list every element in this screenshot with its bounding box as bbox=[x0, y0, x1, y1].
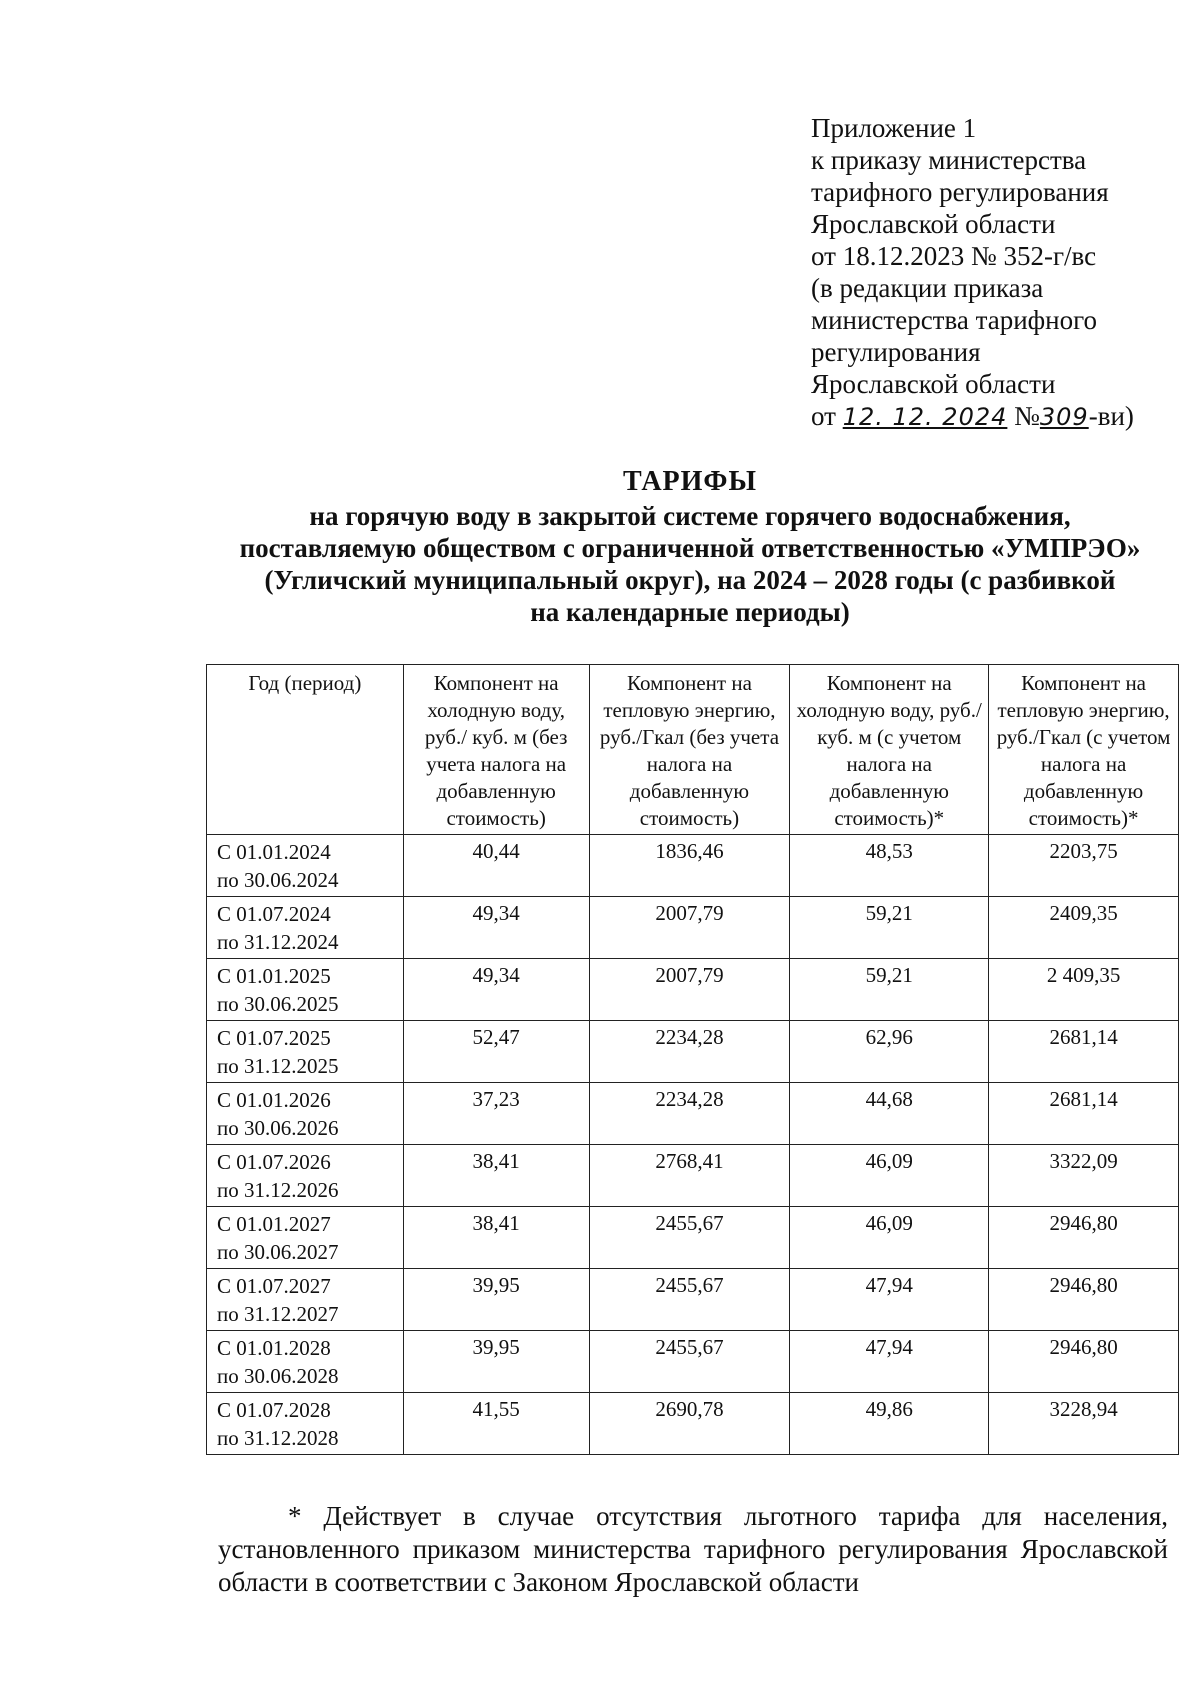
heat-energy-vat-value: 2681,14 bbox=[989, 1083, 1179, 1145]
header-heat-energy: Компонент на тепловую энергию, руб./Гкал (без учета налога на добавленную стоимость) bbox=[589, 665, 790, 835]
period-from: С 01.07.2027 bbox=[217, 1274, 331, 1298]
table-body bbox=[207, 835, 1179, 1455]
heat-energy-vat-value: 2946,80 bbox=[989, 1331, 1179, 1393]
handwritten-date: 12. 12. 2024 bbox=[842, 403, 1008, 431]
heat-energy-value: 2455,67 bbox=[589, 1269, 790, 1331]
heat-energy-vat-value: 2203,75 bbox=[989, 835, 1179, 897]
heat-energy-value: 2768,41 bbox=[589, 1145, 790, 1207]
annex-line: регулирования bbox=[811, 337, 981, 367]
table-row bbox=[207, 1393, 1179, 1455]
cold-water-value: 41,55 bbox=[403, 1393, 589, 1455]
header-period: Год (период) bbox=[207, 665, 404, 835]
handwritten-number: 309 bbox=[1039, 403, 1089, 431]
footnote: * Действует в случае отсутствия льготного тарифа для населения, установленного приказом министерства тарифного регулирования Ярославской области в соответствии с Законом Ярославской области bbox=[218, 1501, 1168, 1597]
cold-water-vat-value: 46,09 bbox=[790, 1145, 989, 1207]
period-cell bbox=[207, 1083, 404, 1145]
cold-water-vat-value: 49,86 bbox=[790, 1393, 989, 1455]
heat-energy-value: 2234,28 bbox=[589, 1083, 790, 1145]
table-row bbox=[207, 1083, 1179, 1145]
title-line: на календарные периоды) bbox=[530, 597, 850, 627]
period-cell bbox=[207, 1269, 404, 1331]
heat-energy-value: 1836,46 bbox=[589, 835, 790, 897]
heat-energy-vat-value: 3228,94 bbox=[989, 1393, 1179, 1455]
tariff-table bbox=[206, 664, 1179, 1455]
table-row bbox=[207, 959, 1179, 1021]
heat-energy-vat-value: 2 409,35 bbox=[989, 959, 1179, 1021]
cold-water-value: 39,95 bbox=[403, 1269, 589, 1331]
period-cell bbox=[207, 1021, 404, 1083]
heat-energy-vat-value: 2409,35 bbox=[989, 897, 1179, 959]
heat-energy-vat-value: 2681,14 bbox=[989, 1021, 1179, 1083]
period-from: С 01.01.2028 bbox=[217, 1336, 331, 1360]
period-from: С 01.07.2024 bbox=[217, 902, 331, 926]
cold-water-vat-value: 47,94 bbox=[790, 1269, 989, 1331]
cold-water-value: 52,47 bbox=[403, 1021, 589, 1083]
header-cold-water-vat: Компонент на холодную воду, руб./ куб. м (с учетом налога на добавленную стоимость)* bbox=[790, 665, 989, 835]
period-to: по 31.12.2026 bbox=[217, 1178, 339, 1202]
cold-water-value: 49,34 bbox=[403, 897, 589, 959]
document-title bbox=[190, 466, 1190, 628]
title-line: поставляемую обществом с ограниченной ответственностью «УМПРЭО» bbox=[239, 533, 1141, 563]
table-row bbox=[207, 1021, 1179, 1083]
period-cell bbox=[207, 835, 404, 897]
annex-prefix: от bbox=[811, 401, 836, 431]
header-cold-water: Компонент на холодную воду, руб./ куб. м (без учета налога на добавленную стоимость) bbox=[403, 665, 589, 835]
title-heading: ТАРИФЫ bbox=[623, 466, 757, 497]
period-to: по 30.06.2024 bbox=[217, 868, 339, 892]
period-to: по 31.12.2027 bbox=[217, 1302, 339, 1326]
period-cell bbox=[207, 1145, 404, 1207]
table-row bbox=[207, 1207, 1179, 1269]
heat-energy-value: 2007,79 bbox=[589, 959, 790, 1021]
title-line: (Угличский муниципальный округ), на 2024 – 2028 годы (с разбивкой bbox=[264, 565, 1116, 595]
table-header-row bbox=[207, 665, 1179, 835]
annex-line: тарифного регулирования bbox=[811, 177, 1109, 207]
cold-water-value: 38,41 bbox=[403, 1207, 589, 1269]
period-cell bbox=[207, 1393, 404, 1455]
title-line: на горячую воду в закрытой системе горячего водоснабжения, bbox=[309, 501, 1071, 531]
cold-water-vat-value: 59,21 bbox=[790, 959, 989, 1021]
period-cell bbox=[207, 1331, 404, 1393]
annex-line: к приказу министерства bbox=[811, 145, 1087, 175]
cold-water-vat-value: 46,09 bbox=[790, 1207, 989, 1269]
annex-line: Ярославской области bbox=[811, 369, 1056, 399]
cold-water-vat-value: 47,94 bbox=[790, 1331, 989, 1393]
table-row bbox=[207, 1269, 1179, 1331]
period-from: С 01.01.2027 bbox=[217, 1212, 331, 1236]
period-from: С 01.07.2025 bbox=[217, 1026, 331, 1050]
annex-number-sign: № bbox=[1014, 401, 1040, 431]
heat-energy-vat-value: 3322,09 bbox=[989, 1145, 1179, 1207]
annex-amendment-line bbox=[811, 400, 1171, 433]
period-from: С 01.01.2026 bbox=[217, 1088, 331, 1112]
heat-energy-value: 2007,79 bbox=[589, 897, 790, 959]
cold-water-value: 37,23 bbox=[403, 1083, 589, 1145]
period-to: по 31.12.2024 bbox=[217, 930, 339, 954]
annex-line: Приложение 1 bbox=[811, 113, 977, 143]
heat-energy-value: 2690,78 bbox=[589, 1393, 790, 1455]
table-row bbox=[207, 897, 1179, 959]
heat-energy-value: 2234,28 bbox=[589, 1021, 790, 1083]
annex-suffix: -ви) bbox=[1088, 401, 1134, 431]
cold-water-value: 38,41 bbox=[403, 1145, 589, 1207]
period-cell bbox=[207, 1207, 404, 1269]
period-to: по 31.12.2028 bbox=[217, 1426, 339, 1450]
annex-line: Ярославской области bbox=[811, 209, 1056, 239]
heat-energy-value: 2455,67 bbox=[589, 1331, 790, 1393]
period-to: по 30.06.2025 bbox=[217, 992, 339, 1016]
header-heat-energy-vat: Компонент на тепловую энергию, руб./Гкал (с учетом налога на добавленную стоимость)* bbox=[989, 665, 1179, 835]
table-row bbox=[207, 1331, 1179, 1393]
period-from: С 01.07.2026 bbox=[217, 1150, 331, 1174]
period-from: С 01.07.2028 bbox=[217, 1398, 331, 1422]
period-to: по 30.06.2027 bbox=[217, 1240, 339, 1264]
cold-water-value: 49,34 bbox=[403, 959, 589, 1021]
heat-energy-vat-value: 2946,80 bbox=[989, 1269, 1179, 1331]
annex-line: от 18.12.2023 № 352-г/вс bbox=[811, 241, 1097, 271]
period-from: С 01.01.2024 bbox=[217, 840, 331, 864]
table-row bbox=[207, 835, 1179, 897]
heat-energy-vat-value: 2946,80 bbox=[989, 1207, 1179, 1269]
period-to: по 30.06.2028 bbox=[217, 1364, 339, 1388]
period-cell bbox=[207, 897, 404, 959]
cold-water-vat-value: 62,96 bbox=[790, 1021, 989, 1083]
cold-water-value: 39,95 bbox=[403, 1331, 589, 1393]
period-cell bbox=[207, 959, 404, 1021]
period-from: С 01.01.2025 bbox=[217, 964, 331, 988]
cold-water-vat-value: 48,53 bbox=[790, 835, 989, 897]
heat-energy-value: 2455,67 bbox=[589, 1207, 790, 1269]
annex-line: министерства тарифного bbox=[811, 305, 1098, 335]
period-to: по 31.12.2025 bbox=[217, 1054, 339, 1078]
cold-water-vat-value: 44,68 bbox=[790, 1083, 989, 1145]
period-to: по 30.06.2026 bbox=[217, 1116, 339, 1140]
annex-line: (в редакции приказа bbox=[811, 273, 1044, 303]
cold-water-value: 40,44 bbox=[403, 835, 589, 897]
cold-water-vat-value: 59,21 bbox=[790, 897, 989, 959]
table-row bbox=[207, 1145, 1179, 1207]
annex-block bbox=[811, 112, 1171, 433]
